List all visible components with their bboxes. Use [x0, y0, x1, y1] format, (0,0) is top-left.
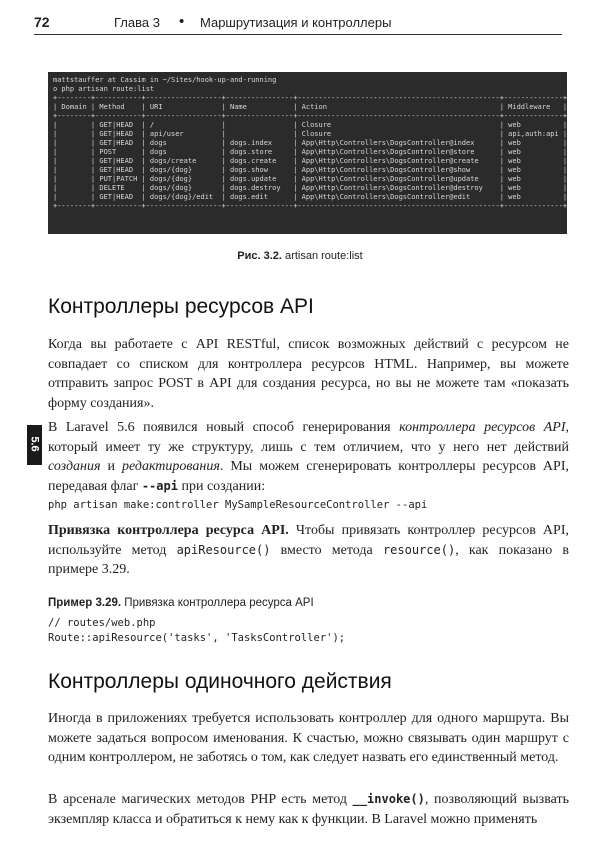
table-row: | | GET|HEAD | dogs/create | dogs.create | App\Http\Controllers\DogsController@create | web | [53, 157, 567, 165]
paragraph: Привязка контроллера ресурса API. Чтобы привязать контроллер ресурсов API, используйте метод apiResource() вместо метода resource(), как показано в примере 3.29. [48, 523, 570, 577]
table-row: | | GET|HEAD | dogs/{dog} | dogs.show | App\Http\Controllers\DogsController@show | web | [53, 166, 567, 174]
code-command: php artisan make:controller MySampleResourceController --api [48, 499, 428, 511]
table-row: | | GET|HEAD | dogs | dogs.index | App\Http\Controllers\DogsController@index | web | [53, 139, 567, 147]
code-line: // routes/web.php [48, 617, 156, 629]
version-side-tab [27, 425, 42, 465]
table-row: | | DELETE | dogs/{dog} | dogs.destroy | App\Http\Controllers\DogsController@destroy | web | [53, 184, 567, 192]
table-row: | | GET|HEAD | dogs/{dog}/edit | dogs.edit | App\Http\Controllers\DogsController@edit | web | [53, 193, 567, 201]
example-title: Привязка контроллера ресурса API [124, 597, 314, 609]
example-caption [48, 597, 314, 609]
table-row: | | GET|HEAD | / | | Closure | web | [53, 121, 567, 129]
paragraph: Иногда в приложениях требуется использовать контроллер для одного маршрута. Вы можете задаться вопросом именования. К счастью, можно связывать один маршрут с одним контроллером, не заботясь о том, как следует назвать его единственный метод. [48, 711, 569, 765]
running-header [34, 12, 562, 35]
table-border: +--------+-----------+------------------+----------------+------------------------------------------------+--------------+ [53, 112, 567, 120]
header-bullet: • [179, 13, 185, 30]
section-heading-single-action: Контроллеры одиночного действия [48, 670, 392, 693]
figure-text: artisan route:list [285, 250, 363, 262]
example-label: Пример 3.29. [48, 597, 122, 609]
code-line: Route::apiResource('tasks', 'TasksController'); [48, 632, 346, 644]
figure-caption [0, 250, 600, 262]
chapter-label: Глава 3 [114, 15, 160, 30]
page-number: 72 [34, 14, 50, 30]
version-label: 5.6 [28, 436, 41, 452]
table-row: | | PUT|PATCH | dogs/{dog} | dogs.update | App\Http\Controllers\DogsController@update | web | [53, 175, 567, 183]
table-border: +--------+-----------+------------------+----------------+------------------------------------------------+--------------+ [53, 94, 567, 102]
chapter-title: Маршрутизация и контроллеры [200, 15, 392, 30]
terminal-prompt: mattstauffer at Cassim in ~/Sites/hook-up-and-running [53, 76, 277, 84]
table-border: +--------+-----------+------------------+----------------+------------------------------------------------+--------------+ [53, 202, 567, 210]
paragraph: В арсенале магических методов PHP есть метод __invoke(), позволяющий вызвать экземпляр класса и обратиться к нему как к функции. В Laravel можно применять [48, 792, 569, 827]
terminal-screenshot [48, 72, 567, 234]
figure-label: Рис. 3.2. [237, 250, 282, 262]
table-header-row: | Domain | Method | URI | Name | Action | Middleware | [53, 103, 567, 111]
table-row: | | POST | dogs | dogs.store | App\Http\Controllers\DogsController@store | web | [53, 148, 567, 156]
paragraph: Когда вы работаете с API RESTful, список возможных действий с ресурсом не совпадает со списком для контроллера ресурсов HTML. Например, вы можете отправить запрос POST в API для создания ресурса, но вы не можете там «показать форму создания». [48, 337, 569, 411]
table-row: | | GET|HEAD | api/user | | Closure | api,auth:api | [53, 130, 567, 138]
terminal-command: o php artisan route:list [53, 85, 155, 93]
paragraph: В Laravel 5.6 появился новый способ генерирования контроллера ресурсов API, который имеет ту же структуру, лишь с тем отличием, что у него нет действий создания и редактирования. Мы можем сгенерировать контроллеры ресурсов API, передавая флаг --api при создании: [48, 420, 569, 494]
section-heading-api: Контроллеры ресурсов API [48, 295, 314, 318]
